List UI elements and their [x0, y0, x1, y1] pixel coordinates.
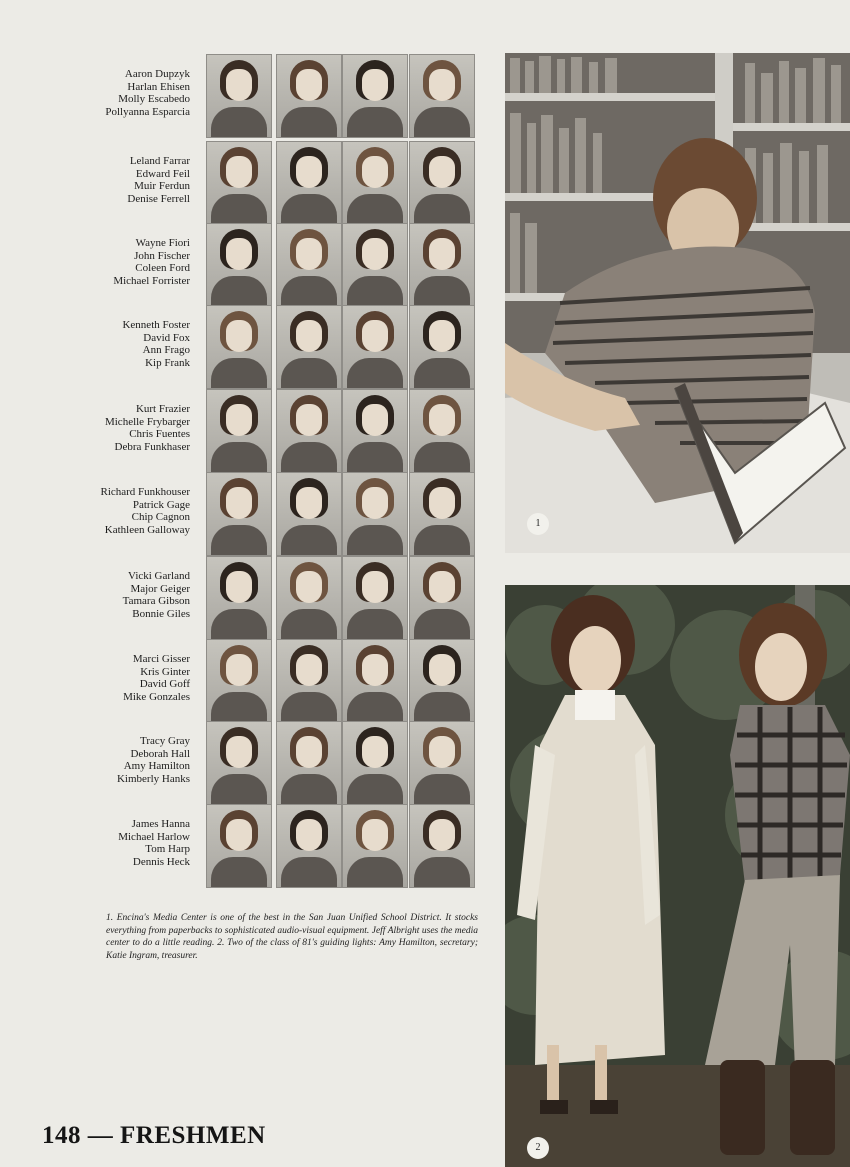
student-portrait: [342, 223, 408, 307]
student-portrait: [409, 141, 475, 225]
student-portrait: [409, 54, 475, 138]
student-portrait: [342, 141, 408, 225]
portrait-clothing: [211, 525, 267, 556]
portrait-face: [296, 156, 322, 188]
student-portrait: [276, 54, 342, 138]
portrait-clothing: [347, 857, 403, 888]
student-names: [40, 653, 190, 703]
student-portrait: [276, 223, 342, 307]
student-names: [40, 486, 190, 536]
portrait-face: [362, 69, 388, 101]
student-portrait: [206, 141, 272, 225]
student-portrait: [206, 556, 272, 640]
student-portrait: [409, 389, 475, 473]
portrait-clothing: [281, 857, 337, 888]
student-name: Aaron Dupzyk: [124, 68, 190, 80]
portrait-face: [429, 156, 455, 188]
student-portrait: [276, 389, 342, 473]
student-name: Dennis Heck: [132, 855, 190, 868]
portrait-clothing: [414, 609, 470, 640]
student-names: [40, 403, 190, 453]
student-name: Denise Ferrell: [127, 192, 190, 205]
student-name: Patrick Gage: [132, 498, 190, 511]
roster-row: [0, 804, 490, 890]
portrait-clothing: [281, 609, 337, 640]
portrait-face: [362, 320, 388, 352]
student-name: David Goff: [139, 678, 190, 690]
portrait-clothing: [281, 107, 337, 138]
student-name: David Fox: [143, 331, 190, 344]
roster-row: [0, 305, 490, 391]
portrait-clothing: [347, 692, 403, 723]
roster-row: [0, 389, 490, 475]
student-portrait: [409, 305, 475, 389]
student-name: Amy Hamilton: [123, 760, 190, 772]
portrait-face: [296, 320, 322, 352]
student-name: John Fischer: [134, 249, 190, 262]
student-names: [40, 155, 190, 205]
portrait-face: [362, 654, 388, 686]
student-name: James Hanna: [131, 818, 190, 830]
portrait-face: [226, 571, 252, 603]
portrait-face: [296, 654, 322, 686]
portrait-clothing: [414, 194, 470, 225]
portrait-clothing: [347, 194, 403, 225]
student-name: Molly Escabedo: [118, 93, 190, 105]
portrait-face: [226, 238, 252, 270]
portrait-clothing: [211, 107, 267, 138]
portrait-face: [362, 404, 388, 436]
portrait-clothing: [281, 276, 337, 307]
student-name: Debra Funkhaser: [114, 440, 190, 453]
portrait-face: [296, 69, 322, 101]
student-portrait: [206, 305, 272, 389]
student-portrait: [276, 804, 342, 888]
portrait-clothing: [281, 525, 337, 556]
portrait-clothing: [281, 442, 337, 473]
student-name: Vicki Garland: [128, 570, 190, 582]
student-names: [40, 735, 190, 785]
portrait-face: [429, 736, 455, 768]
portrait-face: [429, 487, 455, 519]
library-reading-photo: [505, 53, 850, 553]
portrait-face: [429, 654, 455, 686]
portrait-clothing: [347, 442, 403, 473]
portrait-face: [226, 654, 252, 686]
student-name: Mike Gonzales: [123, 690, 190, 703]
roster-row: [0, 472, 490, 558]
student-name: Michael Harlow: [118, 830, 190, 843]
student-name: Edward Feil: [135, 167, 190, 180]
portrait-face: [296, 571, 322, 603]
student-name: Marci Gisser: [132, 653, 190, 665]
student-name: Kathleen Galloway: [104, 523, 190, 536]
student-name: Pollyanna Esparcia: [105, 105, 190, 118]
student-portrait: [206, 223, 272, 307]
student-portrait: [206, 639, 272, 723]
student-name: Kip Frank: [145, 356, 190, 369]
student-names: [40, 237, 190, 287]
portrait-clothing: [211, 774, 267, 805]
class-officers-photo: [505, 585, 850, 1167]
student-portrait: [409, 804, 475, 888]
roster-row: [0, 54, 490, 140]
portrait-clothing: [211, 194, 267, 225]
portrait-clothing: [414, 358, 470, 389]
portrait-face: [362, 238, 388, 270]
student-names: [40, 570, 190, 620]
student-portrait: [342, 54, 408, 138]
student-portrait: [276, 141, 342, 225]
student-portrait: [206, 721, 272, 805]
student-portrait: [276, 472, 342, 556]
portrait-clothing: [211, 609, 267, 640]
portrait-clothing: [414, 692, 470, 723]
portrait-face: [362, 819, 388, 851]
portrait-face: [429, 571, 455, 603]
roster-row: [0, 556, 490, 642]
student-names: [40, 818, 190, 868]
portrait-clothing: [281, 692, 337, 723]
student-portrait: [409, 472, 475, 556]
portrait-face: [429, 320, 455, 352]
portrait-face: [296, 238, 322, 270]
library-reading-illustration: [505, 53, 850, 553]
student-portrait: [409, 639, 475, 723]
student-name: Kris Ginter: [140, 665, 190, 678]
class-officers-illustration: [505, 585, 850, 1167]
portrait-face: [362, 571, 388, 603]
student-names: [40, 319, 190, 369]
student-portrait: [342, 804, 408, 888]
student-name: Tamara Gibson: [122, 595, 190, 607]
portrait-face: [362, 156, 388, 188]
student-portrait: [276, 305, 342, 389]
page-folio: 148 — FRESHMEN: [42, 1122, 266, 1149]
student-name: Kimberly Hanks: [116, 772, 190, 785]
portrait-clothing: [414, 442, 470, 473]
portrait-face: [226, 487, 252, 519]
student-portrait: [409, 721, 475, 805]
portrait-clothing: [347, 774, 403, 805]
student-name: Tom Harp: [145, 843, 190, 855]
portrait-clothing: [211, 358, 267, 389]
student-portrait: [276, 721, 342, 805]
student-portrait: [206, 804, 272, 888]
student-name: Kenneth Foster: [122, 319, 190, 331]
portrait-clothing: [281, 358, 337, 389]
student-portrait: [206, 472, 272, 556]
student-portrait: [342, 305, 408, 389]
student-names: [40, 68, 190, 118]
student-name: Muir Ferdun: [134, 180, 190, 192]
portrait-face: [226, 69, 252, 101]
student-portrait: [342, 639, 408, 723]
portrait-face: [226, 819, 252, 851]
portrait-face: [226, 736, 252, 768]
student-portrait: [342, 389, 408, 473]
student-name: Harlan Ehisen: [127, 80, 190, 93]
portrait-face: [429, 238, 455, 270]
roster-row: [0, 141, 490, 227]
roster-row: [0, 223, 490, 309]
student-portrait: [409, 556, 475, 640]
roster-row: [0, 721, 490, 807]
portrait-face: [429, 819, 455, 851]
portrait-clothing: [414, 525, 470, 556]
student-name: Richard Funkhouser: [100, 486, 190, 498]
portrait-clothing: [347, 358, 403, 389]
portrait-clothing: [211, 276, 267, 307]
student-name: Tracy Gray: [140, 735, 190, 747]
student-name: Michael Forrister: [113, 274, 190, 287]
portrait-clothing: [211, 442, 267, 473]
student-name: Deborah Hall: [130, 747, 190, 760]
student-name: Coleen Ford: [135, 262, 190, 274]
portrait-clothing: [211, 692, 267, 723]
portrait-clothing: [347, 525, 403, 556]
portrait-face: [296, 487, 322, 519]
student-name: Chris Fuentes: [129, 428, 190, 440]
student-name: Michelle Frybarger: [104, 415, 190, 428]
photo-number-2: 2: [527, 1137, 549, 1159]
student-portrait: [276, 639, 342, 723]
portrait-clothing: [347, 609, 403, 640]
portrait-clothing: [281, 194, 337, 225]
student-name: Chip Cagnon: [131, 511, 190, 523]
student-portrait: [342, 472, 408, 556]
portrait-clothing: [281, 774, 337, 805]
student-portrait: [409, 223, 475, 307]
portrait-clothing: [414, 276, 470, 307]
student-portrait: [342, 556, 408, 640]
student-portrait: [206, 389, 272, 473]
student-name: Kurt Frazier: [135, 403, 190, 415]
student-name: Bonnie Giles: [132, 607, 190, 620]
photo-number-1: 1: [527, 513, 549, 535]
portrait-face: [429, 404, 455, 436]
portrait-face: [226, 404, 252, 436]
portrait-face: [296, 404, 322, 436]
portrait-clothing: [347, 276, 403, 307]
student-portrait: [206, 54, 272, 138]
roster-row: [0, 639, 490, 725]
photo-caption: 1. Encina's Media Center is one of the best in the San Juan Unified School District. It stocks everything from paperbacks to sophisticated audio-visual equipment. Jeff Albright uses the media center to do a little reading. 2. Two of the class of 81's guiding lights: Amy Hamilton, secretary; Katie Ingram, treasurer.: [106, 913, 478, 961]
student-name: Ann Frago: [142, 344, 190, 356]
student-name: Leland Farrar: [129, 155, 190, 167]
portrait-face: [226, 320, 252, 352]
portrait-face: [226, 156, 252, 188]
portrait-clothing: [414, 774, 470, 805]
student-portrait: [342, 721, 408, 805]
student-portrait: [276, 556, 342, 640]
portrait-face: [296, 736, 322, 768]
portrait-clothing: [347, 107, 403, 138]
portrait-clothing: [414, 107, 470, 138]
portrait-clothing: [211, 857, 267, 888]
portrait-face: [362, 736, 388, 768]
portrait-face: [429, 69, 455, 101]
student-name: Major Geiger: [130, 582, 190, 595]
portrait-face: [296, 819, 322, 851]
student-name: Wayne Fiori: [135, 237, 190, 249]
portrait-clothing: [414, 857, 470, 888]
portrait-face: [362, 487, 388, 519]
